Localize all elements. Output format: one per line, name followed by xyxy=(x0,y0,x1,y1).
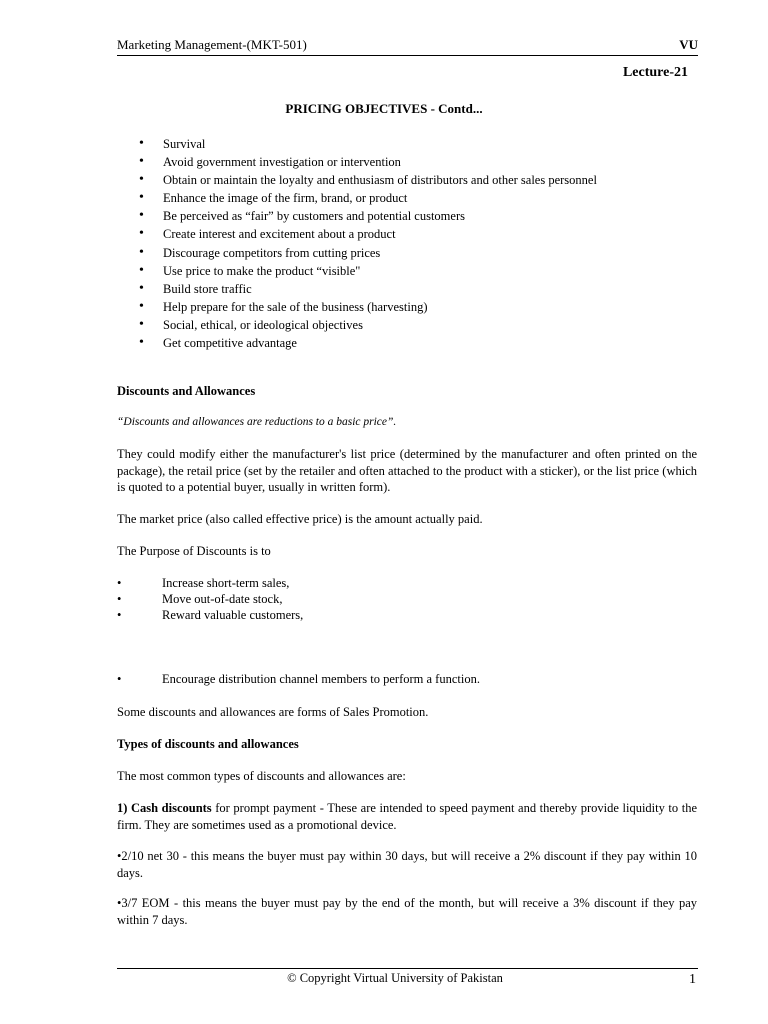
example-2-10-net-30: •2/10 net 30 - this means the buyer must pay within 30 days, but will receive a 2% discount if they pay within 10 days. xyxy=(117,849,697,880)
discounts-paragraph-3: Some discounts and allowances are forms of Sales Promotion. xyxy=(117,705,429,719)
list-item: • Use price to make the product “visible" xyxy=(117,262,597,280)
discounts-paragraph-1: They could modify either the manufacturer's list price (determined by the manufacturer and often printed on the package), the retail price (set by the retailer and often attached to the product with a sticker), or the list price (which is quoted to a potential buyer, usually in written form). xyxy=(117,447,697,494)
cash-discounts-paragraph xyxy=(117,800,697,833)
discounts-paragraph-2: The market price (also called effective price) is the amount actually paid. xyxy=(117,512,483,526)
list-item: • Enhance the image of the firm, brand, or product xyxy=(117,189,597,207)
purpose-intro: The Purpose of Discounts is to xyxy=(117,544,271,558)
copyright-notice: © Copyright Virtual University of Pakistan xyxy=(287,971,503,985)
discounts-heading: Discounts and Allowances xyxy=(117,384,256,398)
list-item: • Discourage competitors from cutting prices xyxy=(117,244,597,262)
list-item: • Move out-of-date stock, xyxy=(117,591,303,607)
cash-discounts-label: 1) Cash discounts xyxy=(117,801,212,815)
list-item: • Create interest and excitement about a product xyxy=(117,225,597,243)
page-number: 1 xyxy=(689,972,696,987)
list-item: • Avoid government investigation or intervention xyxy=(117,153,597,171)
university-abbreviation: VU xyxy=(679,37,698,52)
cash-discounts-text: for prompt payment - These are intended to speed payment and thereby provide liquidity to the firm. They are sometimes used as a promotional device. xyxy=(117,801,698,832)
list-item: • Get competitive advantage xyxy=(117,334,597,352)
discount-purpose-list-continued xyxy=(117,671,480,687)
page-header xyxy=(117,37,698,56)
discount-purpose-list xyxy=(117,575,303,624)
course-title: Marketing Management-(MKT-501) xyxy=(117,37,307,52)
list-item: • Survival xyxy=(117,135,597,153)
pricing-objectives-list xyxy=(117,135,597,352)
lecture-number: Lecture-21 xyxy=(622,65,688,80)
types-heading: Types of discounts and allowances xyxy=(117,737,299,751)
list-item: • Obtain or maintain the loyalty and enthusiasm of distributors and other sales personnel xyxy=(117,171,597,189)
list-item: • Increase short-term sales, xyxy=(117,575,303,591)
list-item: • Social, ethical, or ideological objectives xyxy=(117,316,597,334)
discounts-definition-quote: “Discounts and allowances are reductions to a basic price”. xyxy=(117,416,397,428)
list-item: • Help prepare for the sale of the business (harvesting) xyxy=(117,298,597,316)
footer-divider xyxy=(117,968,698,969)
section-title: PRICING OBJECTIVES - Contd... xyxy=(285,101,483,116)
list-item: • Encourage distribution channel members to perform a function. xyxy=(117,671,480,687)
list-item: • Build store traffic xyxy=(117,280,597,298)
example-3-7-eom: •3/7 EOM - this means the buyer must pay by the end of the month, but will receive a 3% discount if they pay within 7 days. xyxy=(117,896,697,927)
list-item: • Reward valuable customers, xyxy=(117,607,303,623)
types-intro: The most common types of discounts and allowances are: xyxy=(117,769,406,783)
list-item: • Be perceived as “fair” by customers and potential customers xyxy=(117,207,597,225)
